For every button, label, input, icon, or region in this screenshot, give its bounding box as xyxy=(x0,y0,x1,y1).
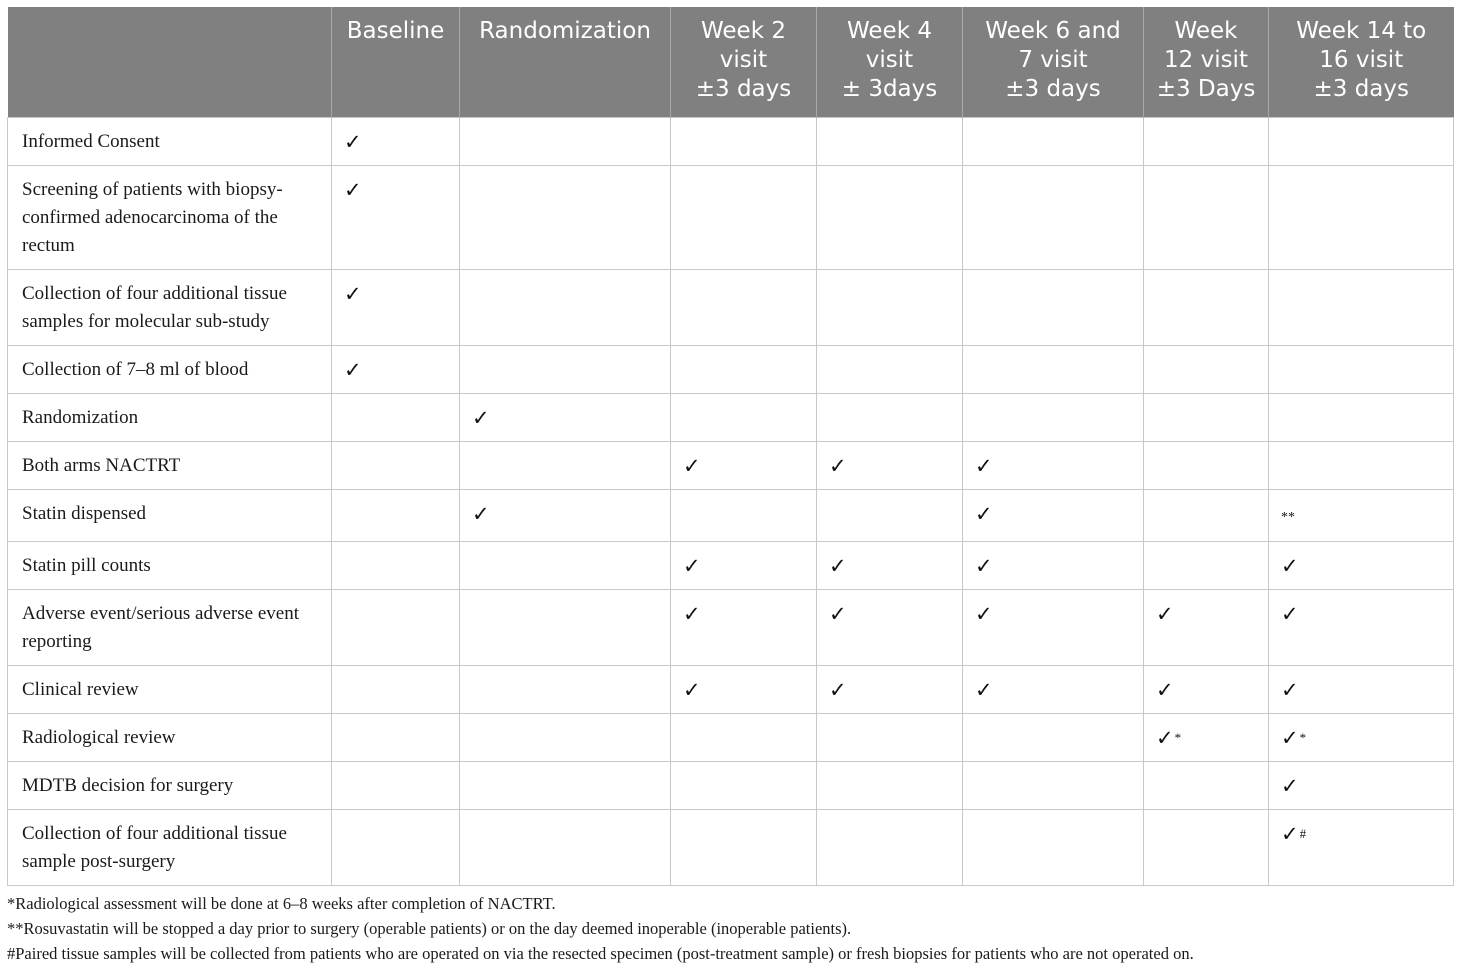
table-row xyxy=(8,345,1454,393)
schedule-cell xyxy=(817,665,963,713)
footnote-radiological: *Radiological assessment will be done at 6–8 weeks after completion of NACTRT. xyxy=(7,894,556,913)
schedule-cell xyxy=(817,541,963,589)
table-body xyxy=(8,117,1454,885)
check-mark-icon: ✓ xyxy=(344,129,362,154)
check-mark-icon: ✓ xyxy=(829,453,847,478)
header-randomization: Randomization xyxy=(460,7,671,117)
schedule-cell xyxy=(817,165,963,269)
schedule-cell xyxy=(963,713,1144,761)
table-row xyxy=(8,665,1454,713)
schedule-cell xyxy=(1144,713,1269,761)
check-mark-icon: ✓ xyxy=(975,501,993,526)
schedule-cell xyxy=(460,589,671,665)
schedule-cell xyxy=(671,269,817,345)
check-mark-icon: ✓* xyxy=(1281,725,1307,750)
schedule-cell xyxy=(671,761,817,809)
schedule-cell xyxy=(1269,665,1454,713)
schedule-cell xyxy=(332,541,460,589)
activity-label: Statin pill counts xyxy=(8,541,332,589)
table-row xyxy=(8,761,1454,809)
schedule-cell xyxy=(671,541,817,589)
table-row xyxy=(8,809,1454,885)
schedule-cell xyxy=(963,165,1144,269)
check-mark-icon: ✓ xyxy=(344,357,362,382)
schedule-cell xyxy=(671,589,817,665)
schedule-cell xyxy=(332,441,460,489)
header-week-4: Week 4 visit ± 3days xyxy=(817,7,963,117)
schedule-cell xyxy=(460,761,671,809)
schedule-cell xyxy=(1144,441,1269,489)
activity-label: Collection of four additional tissue samples for molecular sub-study xyxy=(8,269,332,345)
schedule-cell xyxy=(460,809,671,885)
schedule-cell xyxy=(1144,117,1269,165)
schedule-cell xyxy=(963,345,1144,393)
check-mark-icon: ✓* xyxy=(1156,725,1182,750)
activity-label: Collection of 7–8 ml of blood xyxy=(8,345,332,393)
header-row xyxy=(8,7,1454,117)
schedule-cell xyxy=(817,393,963,441)
schedule-cell xyxy=(332,809,460,885)
schedule-cell xyxy=(460,165,671,269)
table-row xyxy=(8,489,1454,541)
check-mark-icon: ✓ xyxy=(975,677,993,702)
schedule-cell xyxy=(1269,809,1454,885)
schedule-cell xyxy=(1269,165,1454,269)
schedule-cell xyxy=(1144,589,1269,665)
schedule-cell xyxy=(1144,809,1269,885)
header-week-12: Week 12 visit ±3 Days xyxy=(1144,7,1269,117)
schedule-cell xyxy=(460,441,671,489)
schedule-cell xyxy=(1144,665,1269,713)
table-row xyxy=(8,713,1454,761)
schedule-cell xyxy=(671,393,817,441)
table-row xyxy=(8,441,1454,489)
schedule-cell xyxy=(963,269,1144,345)
schedule-cell xyxy=(963,541,1144,589)
check-mark-icon: ✓ xyxy=(1156,677,1174,702)
table-row xyxy=(8,393,1454,441)
check-mark-icon: ✓ xyxy=(683,553,701,578)
schedule-cell xyxy=(332,117,460,165)
schedule-cell xyxy=(1269,541,1454,589)
schedule-cell xyxy=(817,489,963,541)
schedule-cell xyxy=(963,117,1144,165)
schedule-cell xyxy=(963,393,1144,441)
schedule-cell xyxy=(671,117,817,165)
activity-label: Adverse event/serious adverse event reporting xyxy=(8,589,332,665)
activity-label: Screening of patients with biopsy-confirmed adenocarcinoma of the rectum xyxy=(8,165,332,269)
check-mark-icon: ✓ xyxy=(1156,601,1174,626)
check-mark-icon: ✓ xyxy=(683,601,701,626)
check-mark-icon: ✓ xyxy=(829,553,847,578)
schedule-cell xyxy=(671,665,817,713)
schedule-cell xyxy=(1269,713,1454,761)
schedule-cell xyxy=(963,809,1144,885)
header-week-2: Week 2 visit ±3 days xyxy=(671,7,817,117)
check-mark-icon: ✓ xyxy=(1281,553,1299,578)
activity-label: Informed Consent xyxy=(8,117,332,165)
activity-label: Collection of four additional tissue sample post-surgery xyxy=(8,809,332,885)
footnote-paired-tissue: #Paired tissue samples will be collected from patients who are operated on via the resected specimen (post-treatment sample) or fresh biopsies for patients who are not operated on. xyxy=(7,944,1194,963)
schedule-cell xyxy=(1144,489,1269,541)
check-mark-icon: ✓# xyxy=(1281,821,1307,846)
header-baseline: Baseline xyxy=(332,7,460,117)
schedule-cell xyxy=(817,441,963,489)
schedule-cell xyxy=(817,269,963,345)
schedule-cell xyxy=(460,345,671,393)
schedule-cell xyxy=(671,489,817,541)
schedule-cell xyxy=(1144,345,1269,393)
schedule-cell xyxy=(963,589,1144,665)
schedule-cell xyxy=(817,713,963,761)
check-mark-icon: ✓ xyxy=(975,601,993,626)
schedule-cell xyxy=(460,117,671,165)
schedule-cell xyxy=(460,713,671,761)
table-row xyxy=(8,165,1454,269)
activity-label: Both arms NACTRT xyxy=(8,441,332,489)
activity-label: Radiological review xyxy=(8,713,332,761)
schedule-cell xyxy=(671,809,817,885)
schedule-cell xyxy=(332,489,460,541)
schedule-cell xyxy=(460,269,671,345)
schedule-table xyxy=(7,7,1454,886)
schedule-cell xyxy=(460,393,671,441)
table-row xyxy=(8,589,1454,665)
check-mark-icon: ✓ xyxy=(683,677,701,702)
header-week-14-16: Week 14 to 16 visit ±3 days xyxy=(1269,7,1454,117)
activity-label: Randomization xyxy=(8,393,332,441)
schedule-cell xyxy=(460,489,671,541)
check-mark-icon: ✓ xyxy=(829,601,847,626)
activity-label: Statin dispensed xyxy=(8,489,332,541)
schedule-cell xyxy=(817,809,963,885)
schedule-cell xyxy=(963,761,1144,809)
schedule-cell xyxy=(671,345,817,393)
check-mark-icon: ✓ xyxy=(1281,773,1299,798)
check-mark-icon: ✓ xyxy=(472,501,490,526)
schedule-cell xyxy=(1144,269,1269,345)
check-mark-icon: ✓ xyxy=(975,453,993,478)
check-mark-icon: ✓ xyxy=(1281,677,1299,702)
schedule-cell xyxy=(332,761,460,809)
check-mark-icon: ✓ xyxy=(975,553,993,578)
schedule-cell xyxy=(1144,393,1269,441)
check-mark-icon: ✓ xyxy=(1281,601,1299,626)
header-week-6-7: Week 6 and 7 visit ±3 days xyxy=(963,7,1144,117)
schedule-cell xyxy=(332,393,460,441)
schedule-cell xyxy=(963,665,1144,713)
schedule-cell xyxy=(963,441,1144,489)
schedule-cell xyxy=(1269,441,1454,489)
footnote-marker: ** xyxy=(1281,509,1295,525)
schedule-cell xyxy=(1144,541,1269,589)
schedule-cell xyxy=(1269,345,1454,393)
schedule-cell xyxy=(460,541,671,589)
schedule-cell xyxy=(1269,761,1454,809)
schedule-cell xyxy=(332,269,460,345)
table-row xyxy=(8,541,1454,589)
schedule-cell xyxy=(1269,269,1454,345)
schedule-cell xyxy=(332,713,460,761)
schedule-cell xyxy=(1144,165,1269,269)
schedule-cell xyxy=(332,345,460,393)
schedule-cell xyxy=(1269,589,1454,665)
schedule-cell xyxy=(1269,117,1454,165)
schedule-cell xyxy=(1144,761,1269,809)
schedule-cell xyxy=(817,345,963,393)
check-mark-icon: ✓ xyxy=(829,677,847,702)
schedule-cell xyxy=(1269,393,1454,441)
schedule-cell xyxy=(817,117,963,165)
table-row xyxy=(8,269,1454,345)
activity-label: Clinical review xyxy=(8,665,332,713)
check-mark-icon: ✓ xyxy=(344,281,362,306)
schedule-cell xyxy=(817,761,963,809)
schedule-cell xyxy=(332,165,460,269)
schedule-cell xyxy=(671,713,817,761)
header-blank-cell xyxy=(8,7,332,117)
schedule-cell xyxy=(332,589,460,665)
footnote-rosuvastatin: **Rosuvastatin will be stopped a day prior to surgery (operable patients) or on the day deemed inoperable (inoperable patients). xyxy=(7,919,852,938)
activity-label: MDTB decision for surgery xyxy=(8,761,332,809)
check-mark-icon: ✓ xyxy=(344,177,362,202)
footnotes xyxy=(7,891,1453,966)
schedule-cell xyxy=(671,441,817,489)
schedule-cell xyxy=(332,665,460,713)
check-mark-icon: ✓ xyxy=(683,453,701,478)
schedule-cell xyxy=(1269,489,1454,541)
schedule-cell xyxy=(671,165,817,269)
schedule-cell xyxy=(963,489,1144,541)
table-row xyxy=(8,117,1454,165)
check-mark-icon: ✓ xyxy=(472,405,490,430)
schedule-cell xyxy=(817,589,963,665)
schedule-cell xyxy=(460,665,671,713)
table-header xyxy=(8,7,1454,117)
